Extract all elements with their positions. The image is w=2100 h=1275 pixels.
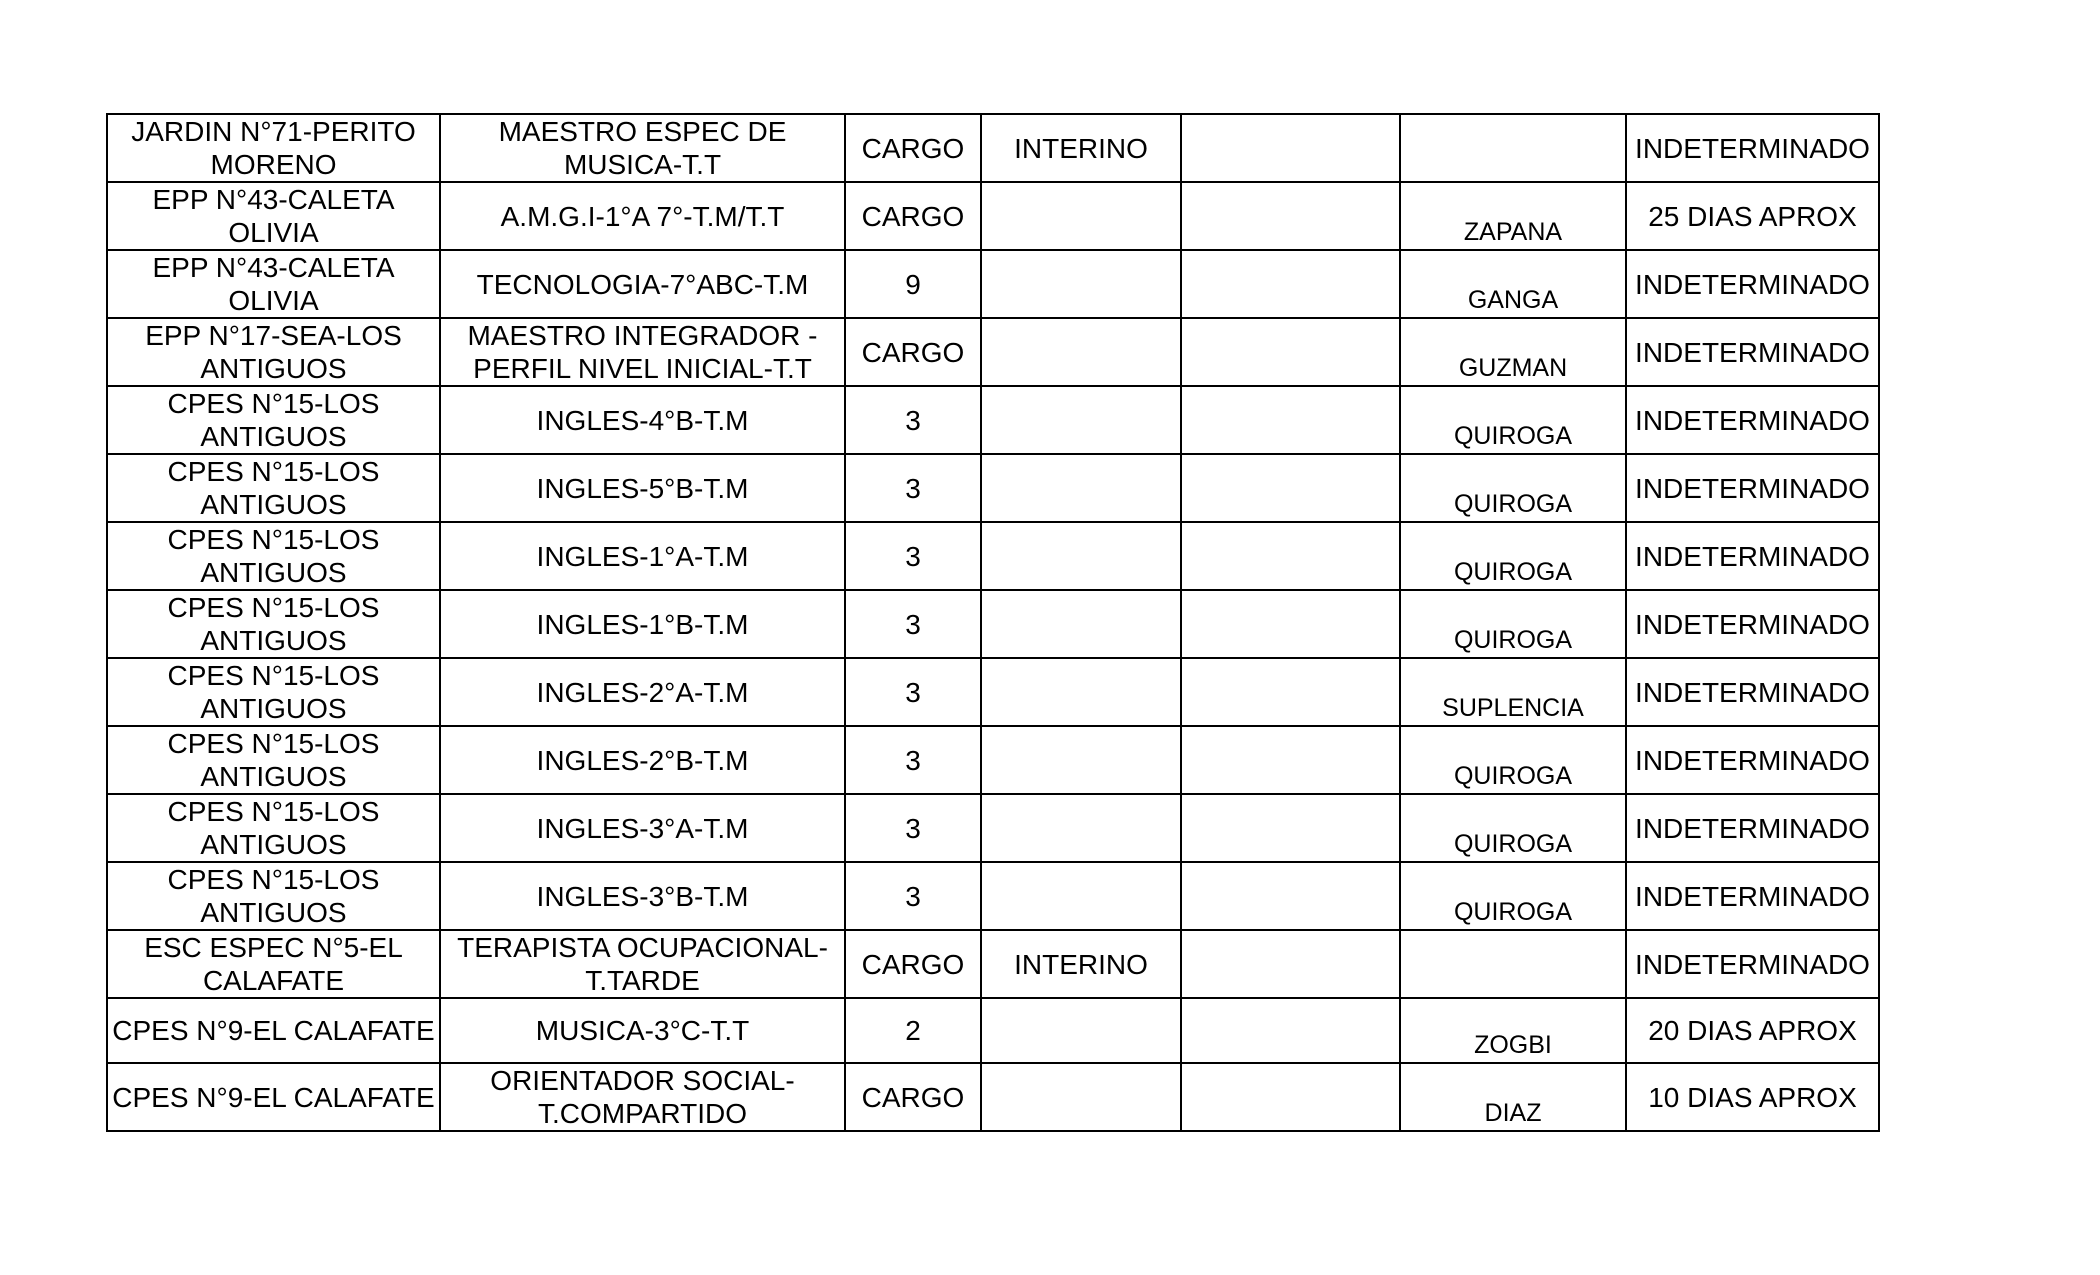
table-row <box>107 318 1879 386</box>
status-cell: INTERINO <box>981 114 1181 182</box>
duration-cell: INDETERMINADO <box>1626 726 1879 794</box>
table-row <box>107 114 1879 182</box>
table-row <box>107 1063 1879 1131</box>
school-cell: EPP N°43-CALETA OLIVIA <box>107 182 440 250</box>
hours-cell: 9 <box>845 250 981 318</box>
status-cell <box>981 998 1181 1063</box>
status-cell <box>981 522 1181 590</box>
school-cell: JARDIN N°71-PERITO MORENO <box>107 114 440 182</box>
table-body <box>107 114 1879 1131</box>
school-cell: CPES N°9-EL CALAFATE <box>107 998 440 1063</box>
position-cell: TECNOLOGIA-7°ABC-T.M <box>440 250 845 318</box>
name-cell: GANGA <box>1400 250 1626 318</box>
school-cell: CPES N°15-LOS ANTIGUOS <box>107 794 440 862</box>
hours-cell: 3 <box>845 794 981 862</box>
blank-cell <box>1181 930 1400 998</box>
blank-cell <box>1181 386 1400 454</box>
duration-cell: INDETERMINADO <box>1626 862 1879 930</box>
table-row <box>107 726 1879 794</box>
table-row <box>107 998 1879 1063</box>
position-cell: INGLES-2°B-T.M <box>440 726 845 794</box>
school-cell: CPES N°9-EL CALAFATE <box>107 1063 440 1131</box>
table-row <box>107 182 1879 250</box>
position-cell: INGLES-5°B-T.M <box>440 454 845 522</box>
hours-cell: 3 <box>845 862 981 930</box>
duration-cell: INDETERMINADO <box>1626 114 1879 182</box>
school-cell: EPP N°17-SEA-LOS ANTIGUOS <box>107 318 440 386</box>
school-cell: CPES N°15-LOS ANTIGUOS <box>107 454 440 522</box>
duration-cell: INDETERMINADO <box>1626 454 1879 522</box>
hours-cell: 3 <box>845 726 981 794</box>
status-cell <box>981 250 1181 318</box>
status-cell <box>981 590 1181 658</box>
blank-cell <box>1181 114 1400 182</box>
blank-cell <box>1181 862 1400 930</box>
school-cell: CPES N°15-LOS ANTIGUOS <box>107 590 440 658</box>
status-cell <box>981 386 1181 454</box>
name-cell: DIAZ <box>1400 1063 1626 1131</box>
hours-cell: 2 <box>845 998 981 1063</box>
blank-cell <box>1181 454 1400 522</box>
position-cell: INGLES-1°A-T.M <box>440 522 845 590</box>
duration-cell: INDETERMINADO <box>1626 250 1879 318</box>
duration-cell: 20 DIAS APROX <box>1626 998 1879 1063</box>
table-row <box>107 930 1879 998</box>
hours-cell: 3 <box>845 386 981 454</box>
position-cell: INGLES-2°A-T.M <box>440 658 845 726</box>
table-row <box>107 386 1879 454</box>
name-cell: GUZMAN <box>1400 318 1626 386</box>
blank-cell <box>1181 318 1400 386</box>
blank-cell <box>1181 182 1400 250</box>
blank-cell <box>1181 998 1400 1063</box>
name-cell: QUIROGA <box>1400 794 1626 862</box>
name-cell: QUIROGA <box>1400 590 1626 658</box>
school-cell: EPP N°43-CALETA OLIVIA <box>107 250 440 318</box>
position-cell: MUSICA-3°C-T.T <box>440 998 845 1063</box>
duration-cell: INDETERMINADO <box>1626 930 1879 998</box>
duration-cell: INDETERMINADO <box>1626 794 1879 862</box>
blank-cell <box>1181 794 1400 862</box>
position-cell: A.M.G.I-1°A 7°-T.M/T.T <box>440 182 845 250</box>
table-row <box>107 522 1879 590</box>
school-cell: CPES N°15-LOS ANTIGUOS <box>107 386 440 454</box>
blank-cell <box>1181 658 1400 726</box>
status-cell <box>981 794 1181 862</box>
name-cell <box>1400 114 1626 182</box>
blank-cell <box>1181 726 1400 794</box>
name-cell: QUIROGA <box>1400 454 1626 522</box>
status-cell <box>981 1063 1181 1131</box>
school-cell: ESC ESPEC N°5-EL CALAFATE <box>107 930 440 998</box>
table-row <box>107 590 1879 658</box>
status-cell <box>981 454 1181 522</box>
school-cell: CPES N°15-LOS ANTIGUOS <box>107 862 440 930</box>
school-cell: CPES N°15-LOS ANTIGUOS <box>107 658 440 726</box>
duration-cell: 25 DIAS APROX <box>1626 182 1879 250</box>
duration-cell: 10 DIAS APROX <box>1626 1063 1879 1131</box>
name-cell: ZAPANA <box>1400 182 1626 250</box>
status-cell <box>981 658 1181 726</box>
name-cell: QUIROGA <box>1400 522 1626 590</box>
duration-cell: INDETERMINADO <box>1626 658 1879 726</box>
hours-cell: CARGO <box>845 1063 981 1131</box>
duration-cell: INDETERMINADO <box>1626 318 1879 386</box>
name-cell: QUIROGA <box>1400 386 1626 454</box>
table-row <box>107 250 1879 318</box>
position-cell: MAESTRO ESPEC DE MUSICA-T.T <box>440 114 845 182</box>
status-cell: INTERINO <box>981 930 1181 998</box>
status-cell <box>981 862 1181 930</box>
position-cell: MAESTRO INTEGRADOR - PERFIL NIVEL INICIAL-T.T <box>440 318 845 386</box>
hours-cell: CARGO <box>845 114 981 182</box>
status-cell <box>981 726 1181 794</box>
position-cell: ORIENTADOR SOCIAL-T.COMPARTIDO <box>440 1063 845 1131</box>
position-cell: INGLES-1°B-T.M <box>440 590 845 658</box>
hours-cell: CARGO <box>845 930 981 998</box>
duration-cell: INDETERMINADO <box>1626 386 1879 454</box>
position-cell: INGLES-3°A-T.M <box>440 794 845 862</box>
blank-cell <box>1181 250 1400 318</box>
status-cell <box>981 182 1181 250</box>
name-cell <box>1400 930 1626 998</box>
name-cell: QUIROGA <box>1400 726 1626 794</box>
duration-cell: INDETERMINADO <box>1626 590 1879 658</box>
status-cell <box>981 318 1181 386</box>
blank-cell <box>1181 1063 1400 1131</box>
school-cell: CPES N°15-LOS ANTIGUOS <box>107 726 440 794</box>
name-cell: ZOGBI <box>1400 998 1626 1063</box>
hours-cell: 3 <box>845 590 981 658</box>
hours-cell: CARGO <box>845 318 981 386</box>
position-cell: TERAPISTA OCUPACIONAL-T.TARDE <box>440 930 845 998</box>
hours-cell: 3 <box>845 454 981 522</box>
vacancies-table <box>106 113 1880 1132</box>
school-cell: CPES N°15-LOS ANTIGUOS <box>107 522 440 590</box>
name-cell: QUIROGA <box>1400 862 1626 930</box>
blank-cell <box>1181 590 1400 658</box>
table-row <box>107 658 1879 726</box>
name-cell: SUPLENCIA <box>1400 658 1626 726</box>
position-cell: INGLES-3°B-T.M <box>440 862 845 930</box>
hours-cell: 3 <box>845 522 981 590</box>
table-row <box>107 454 1879 522</box>
table-row <box>107 794 1879 862</box>
position-cell: INGLES-4°B-T.M <box>440 386 845 454</box>
hours-cell: 3 <box>845 658 981 726</box>
table-row <box>107 862 1879 930</box>
duration-cell: INDETERMINADO <box>1626 522 1879 590</box>
hours-cell: CARGO <box>845 182 981 250</box>
blank-cell <box>1181 522 1400 590</box>
